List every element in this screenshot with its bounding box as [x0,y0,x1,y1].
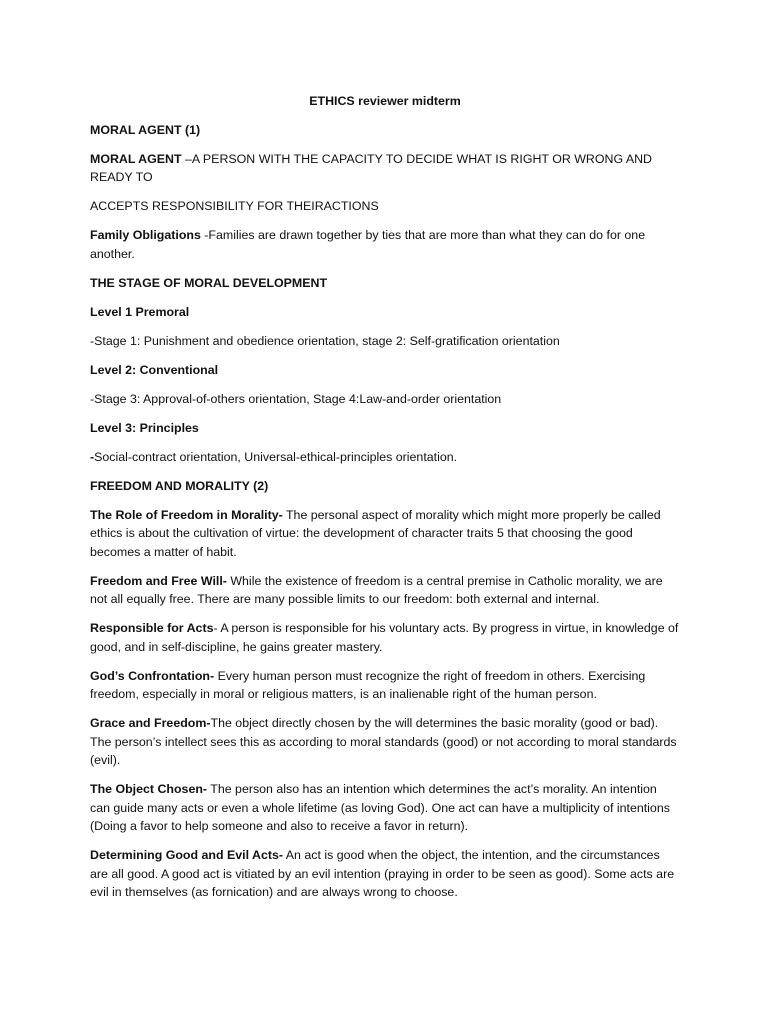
entry-term: Responsible for Acts [90,621,214,635]
moral-agent-text-line2: ACCEPTS RESPONSIBILITY FOR THEIRACTIONS [90,199,379,213]
entry-text: An act is good when the object, the intention, and the circumstances are all good. A good act is vitiated by an evil intention (praying in order to be seen as good). Some acts are evil in themselves (as fornication) and are always wrong to choose. [90,848,675,899]
entry-text: The object directly chosen by the will determines the basic morality (good or bad). The person’s intellect sees this as according to moral standards (good) or not according to moral standards (evil). [90,716,677,767]
family-obligations-paragraph [90,226,680,263]
level-1-title: Level 1 Premoral [90,304,190,319]
entry-term: The Role of Freedom in Morality- [90,507,283,522]
entry-responsible-for-acts [90,619,680,656]
section-heading-stage-of-moral-development: THE STAGE OF MORAL DEVELOPMENT [90,275,328,290]
entry-text: The person also has an intention which determines the act’s morality. An intention can guide many acts or even a whole lifetime (as loving God). One act can have a multiplicity of intentions (Doing a favor to help someone and also to receive a favor in return). [90,782,670,833]
entry-term: God’s Confrontation- [90,668,215,683]
entry-determining-good-and-evil-acts [90,846,680,902]
entry-text: While the existence of freedom is a central premise in Catholic morality, we are not all equally free. There are many possible limits to our freedom: both external and internal. [90,573,663,606]
moral-agent-term: MORAL AGENT [90,151,182,166]
entry-text: Every human person must recognize the right of freedom in others. Exercising freedom, especially in moral or religious matters, is an inalienable right of the human person. [90,668,646,701]
entry-term: Determining Good and Evil Acts- [90,848,283,862]
document-title: ETHICS reviewer midterm [309,94,461,108]
entry-role-of-freedom [90,506,680,562]
entry-text: - A person is responsible for his voluntary acts. By progress in virtue, in knowledge of good, and in self-discipline, he gains greater mastery. [90,621,679,654]
document-page [90,92,680,912]
entry-text: The personal aspect of morality which might more properly be called ethics is about the cultivation of virtue: the development of character traits 5 that choosing the good becomes a matter of habit. [90,507,661,559]
entry-object-chosen [90,780,680,836]
entry-gods-confrontation [90,667,680,704]
moral-agent-definition [90,150,680,216]
family-obligations-text: -Families are drawn together by ties that are more than what they can do for one another. [90,228,646,261]
entry-term: The Object Chosen- [90,782,208,796]
entry-term: Freedom and Free Will- [90,573,227,588]
level-2-text: -Stage 3: Approval-of-others orientation, Stage 4:Law-and-order orientation [90,391,502,406]
section-heading-moral-agent: MORAL AGENT (1) [90,122,201,137]
section-heading-freedom-and-morality: FREEDOM AND MORALITY (2) [90,478,269,493]
moral-agent-text-line1: –A PERSON WITH THE CAPACITY TO DECIDE WHAT IS RIGHT OR WRONG AND READY TO [90,151,653,184]
level-3-text: Social-contract orientation, Universal-ethical-principles orientation. [94,449,458,464]
level-3-title: Level 3: Principles [90,420,199,435]
level-1-text: -Stage 1: Punishment and obedience orientation, stage 2: Self-gratification orientation [90,333,560,348]
entry-term: Grace and Freedom- [90,716,211,730]
family-obligations-term: Family Obligations [90,228,201,242]
entry-grace-and-freedom [90,714,680,770]
level-3-paragraph [90,448,680,467]
entry-freedom-and-free-will [90,572,680,609]
level-2-title: Level 2: Conventional [90,362,219,377]
level-3-dash: - [90,449,95,464]
